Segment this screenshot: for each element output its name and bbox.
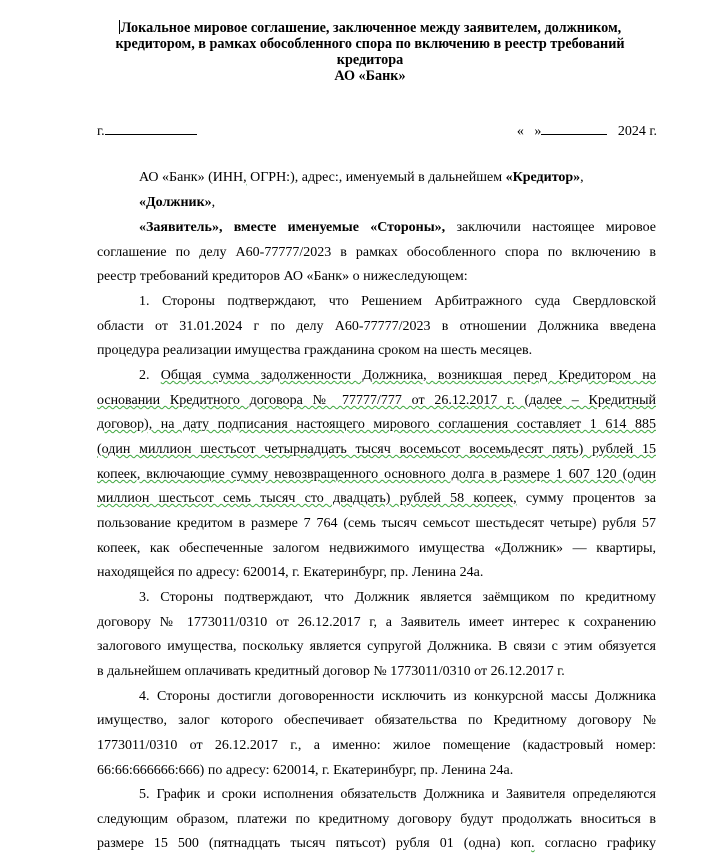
item-4-line-1: 4. Стороны достигли договоренности исключить из конкурсной массы Должника xyxy=(139,689,656,704)
item-3-line-3: залогового имущества, поскольку является супругой Должника. В связи с этим обязуется xyxy=(97,639,656,654)
item-2-line-2: основании Кредитного договора № 77777/777 от 26.12.2017 г. (далее – Кредитный xyxy=(97,393,656,408)
title-line-3: кредитора xyxy=(336,52,404,68)
item-2-line-8: копеек, как обеспеченные залогом недвижимого имущества «Должник» — квартиры, xyxy=(97,541,656,556)
debtor-term: «Должник» xyxy=(139,195,212,210)
document-title xyxy=(90,20,650,84)
preamble-line-5: реестр требований кредиторов АО «Банк» о нижеследующем: xyxy=(97,269,468,284)
item-1-line-2: области от 31.01.2024 г по делу А60-77777/2023 в отношении Должника введена xyxy=(97,319,656,334)
date-field: « » 2024 г. xyxy=(517,121,657,140)
item-2-line-9: находящейся по адресу: 620014, г. Екатеринбург, пр. Ленина 24а. xyxy=(97,565,484,580)
title-line-1: Локальное мировое соглашение, заключенное между заявителем, должником, xyxy=(120,20,622,36)
item-4-line-4: 66:66:666666:666) по адресу: 620014, г. Екатеринбург, пр. Ленина 24а. xyxy=(97,763,514,778)
item-5-line-2: следующим образом, платежи по кредитному договору будут продолжать вноситься в xyxy=(97,812,656,827)
item-2-line-7: пользование кредитом в размере 7 764 (семь тысяч семьсот шестьдесят четыре) рубля 57 xyxy=(97,516,656,531)
applicant-term: «Заявитель», вместе именуемые «Стороны», xyxy=(139,220,446,235)
item-2-line-5: копеек, включающие сумму невозвращенного основного долга в размере 1 607 120 (один xyxy=(97,467,656,482)
item-3-line-2: договору № 1773011/0310 от 26.12.2017 г, а Заявитель имеет интерес к сохранению xyxy=(97,615,656,630)
item-1-line-1: 1. Стороны подтверждают, что Решением Арбитражного суда Свердловской xyxy=(139,294,656,309)
preamble-line-3: «Заявитель», вместе именуемые «Стороны», заключили настоящее мировое xyxy=(139,220,656,235)
item-4-line-2: имущество, залог которого обеспечивает обязательства по Кредитному договору № xyxy=(97,713,656,728)
item-2-line-4: (один миллион шестьсот четырнадцать тысяч восемьсот восемьдесят пять) рублей 15 xyxy=(97,442,656,457)
city-field: г. xyxy=(97,121,197,140)
month-blank xyxy=(541,121,607,135)
item-2-line-3: договор), на дату подписания настоящего мирового соглашения составляет 1 614 885 xyxy=(97,417,656,432)
preamble-line-2: «Должник», xyxy=(139,195,216,210)
item-2-line-6: миллион шестьсот семь тысяч сто двадцать) рублей 58 копеек, сумму процентов за xyxy=(97,491,656,506)
place-date-line xyxy=(97,121,657,139)
city-blank xyxy=(105,121,197,135)
title-line-4: АО «Банк» xyxy=(334,68,406,84)
title-line-2: кредитором, в рамках обособленного спора по включению в реестр требований xyxy=(115,36,625,52)
preamble-line-4: соглашение по делу А60-77777/2023 в рамках обособленного спора по включению в xyxy=(97,245,656,260)
text-cursor xyxy=(119,20,120,34)
item-1-line-3: процедура реализации имущества гражданина сроком на шесть месяцев. xyxy=(97,343,533,358)
creditor-term: «Кредитор» xyxy=(505,170,581,185)
preamble-line-1: АО «Банк» (ИНН, ОГРН:), адрес:, именуемый в дальнейшем «Кредитор», xyxy=(139,170,584,185)
item-3-line-4: в дальнейшем оплачивать кредитный договор № 1773011/0310 от 26.12.2017 г. xyxy=(97,664,565,679)
item-3-line-1: 3. Стороны подтверждают, что Должник является заёмщиком по кредитному xyxy=(139,590,656,605)
item-5-line-3: размере 15 500 (пятнадцать тысяч пятьсот) рубля 01 (одна) коп. согласно графику xyxy=(97,836,656,851)
item-5-line-1: 5. График и сроки исполнения обязательств Должника и Заявителя определяются xyxy=(139,787,656,802)
item-4-line-3: 1773011/0310 от 26.12.2017 г., а именно: жилое помещение (кадастровый номер: xyxy=(97,738,656,753)
item-2-line-1: 2. Общая сумма задолженности Должника, возникшая перед Кредитором на xyxy=(139,368,656,383)
